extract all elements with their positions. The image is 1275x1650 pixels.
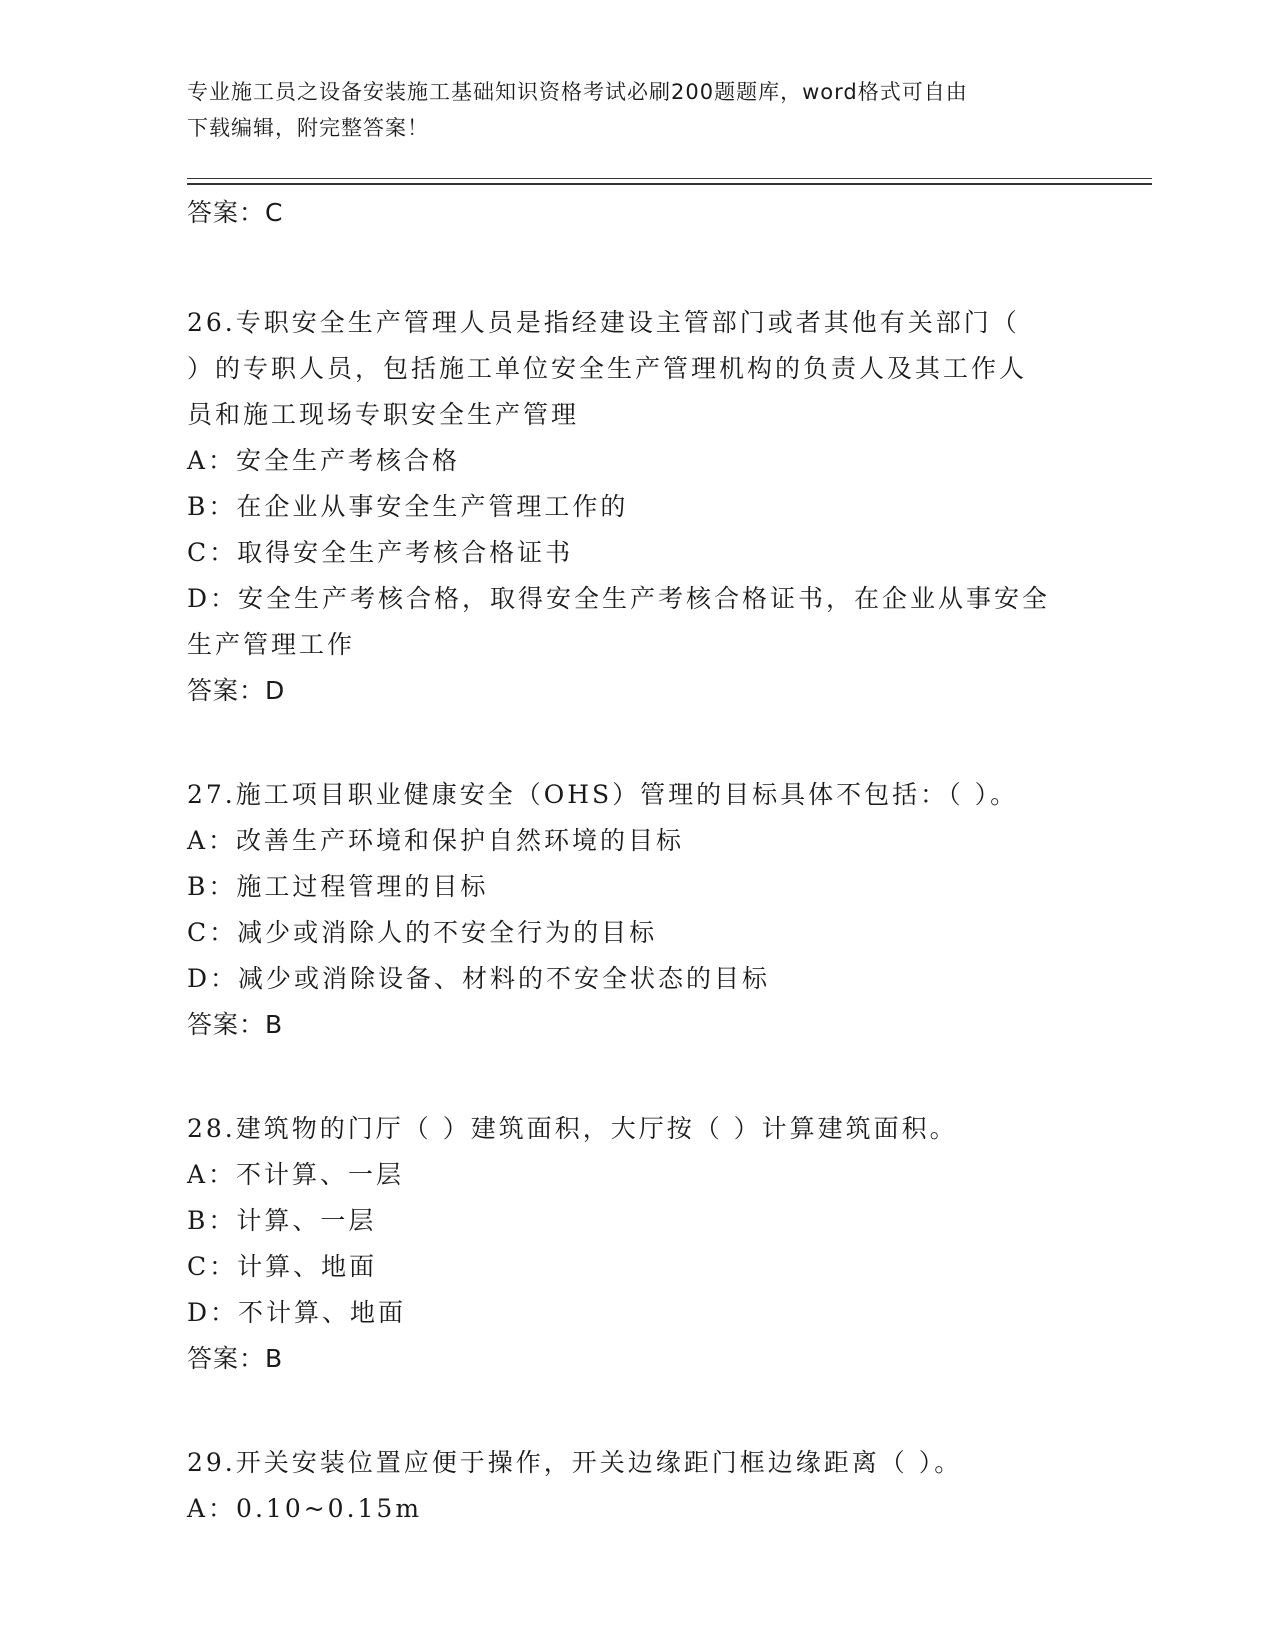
question-block: [187, 1440, 1087, 1532]
option-c: C：减少或消除人的不安全行为的目标: [187, 918, 658, 947]
question-stem: 27.施工项目职业健康安全（OHS）管理的目标具体不包括：（ ）。: [187, 780, 1019, 809]
option-a: A：安全生产考核合格: [187, 446, 461, 475]
header-divider: [187, 178, 1152, 179]
header-line: 下载编辑，附完整答案！: [187, 116, 429, 140]
question-block: [187, 772, 1087, 1048]
answer-line: 答案：B: [187, 1344, 284, 1373]
option-d: D：减少或消除设备、材料的不安全状态的目标: [187, 964, 771, 993]
option-a: A：不计算、一层: [187, 1160, 405, 1189]
option-a: A：改善生产环境和保护自然环境的目标: [187, 826, 685, 855]
question-stem: 29.开关安装位置应便于操作，开关边缘距门框边缘距离（ ）。: [187, 1448, 963, 1477]
option-d: D：不计算、地面: [187, 1298, 407, 1327]
option-b: B：计算、一层: [187, 1206, 377, 1235]
option-c: C：计算、地面: [187, 1252, 378, 1281]
option-d-continued: 生产管理工作: [187, 630, 356, 659]
question-stem: 26.专职安全生产管理人员是指经建设主管部门或者其他有关部门（: [187, 308, 1020, 337]
answer-line: 答案：C: [187, 198, 284, 227]
question-block: [187, 300, 1087, 714]
document-header: [187, 74, 1067, 146]
question-block: [187, 1106, 1087, 1382]
option-b: B：施工过程管理的目标: [187, 872, 489, 901]
question-stem: ）的专职人员，包括施工单位安全生产管理机构的负责人及其工作人: [187, 354, 1028, 383]
option-d: D：安全生产考核合格，取得安全生产考核合格证书，在企业从事安全: [187, 584, 1051, 613]
header-divider: [187, 183, 1152, 185]
option-b: B：在企业从事安全生产管理工作的: [187, 492, 629, 521]
answer-line: 答案：B: [187, 1010, 284, 1039]
question-list: [187, 190, 1087, 1532]
option-c: C：取得安全生产考核合格证书: [187, 538, 574, 567]
question-stem: 28.建筑物的门厅（ ）建筑面积，大厅按（ ）计算建筑面积。: [187, 1114, 958, 1143]
option-a: A：0.10~0.15m: [187, 1494, 423, 1523]
question-stem: 员和施工现场专职安全生产管理: [187, 400, 580, 429]
header-line: 专业施工员之设备安装施工基础知识资格考试必刷200题题库，word格式可自由: [187, 80, 968, 104]
answer-line: 答案：D: [187, 676, 286, 705]
